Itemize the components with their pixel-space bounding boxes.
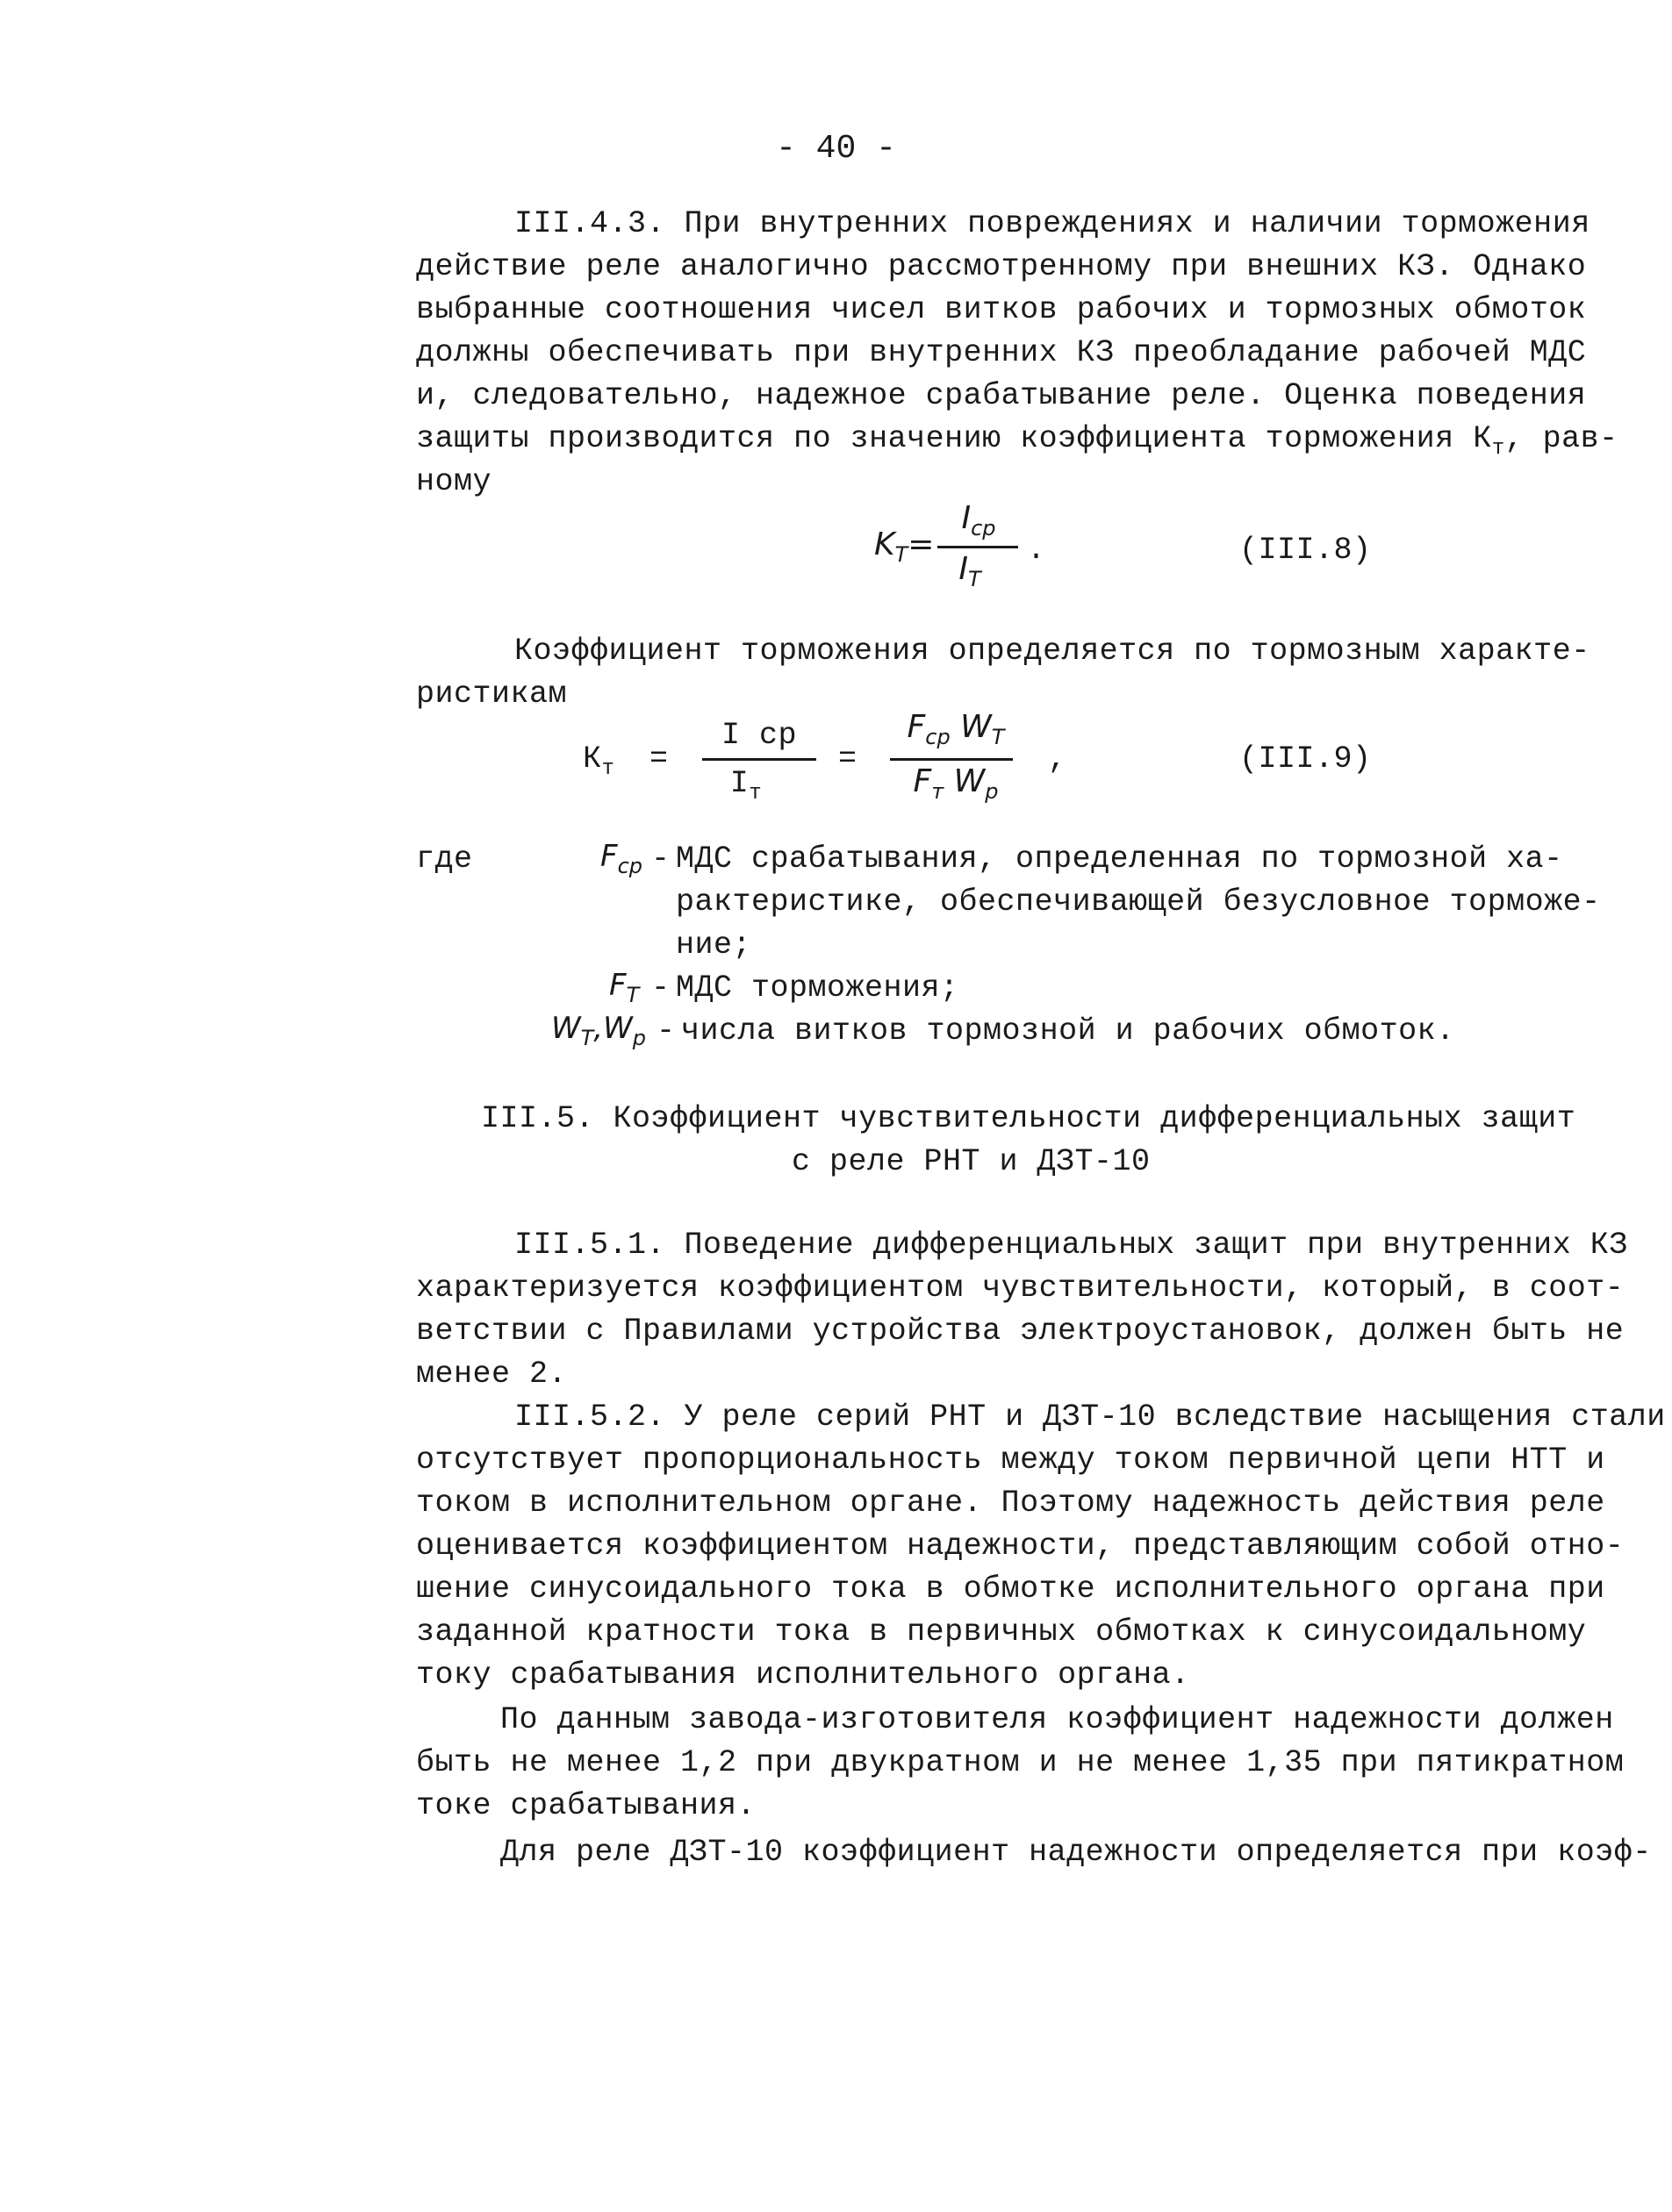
text-line: отсутствует пропорциональность между током первичной цепи НТТ и [416,1442,1605,1478]
text-line: током в исполнительном органе. Поэтому надежность действия реле [416,1485,1605,1521]
text-line: и, следовательно, надежное срабатывание реле. Оценка поведения [416,378,1587,413]
eq8-denominator: $I_T$ [958,551,981,591]
text-line: заданной кратности тока в первичных обмотках к синусоидальному [416,1614,1587,1650]
text-line: выбранные соотношения чисел витков рабочих и тормозных обмоток [416,292,1587,327]
text-line: ветствии с Правилами устройства электроустановок, должен быть не [416,1314,1625,1349]
text-line: III.5.1. Поведение дифференциальных защит при внутренних КЗ [514,1228,1628,1263]
eq8-lhs: $K_T=$ [874,526,935,567]
where-dash: - [651,841,671,877]
text-line: III.5.2. У реле серий РНТ и ДЗТ-10 вследствие насыщения стали [514,1400,1666,1435]
text-line: характеризуется коэффициентом чувствительности, который, в соот- [416,1271,1625,1306]
eq9-equals-2: = [838,741,858,777]
text-line: ному [416,464,492,499]
eq8-dot: . [1027,533,1046,568]
where-desc-line: МДС торможения; [676,970,959,1006]
text-line: быть не менее 1,2 при двукратном и не менее 1,35 при пятикратном [416,1745,1625,1780]
eq8-fraction-bar [937,546,1018,548]
section-heading: III.5. Коэффициент чувствительности дифференциальных защит [481,1101,1576,1136]
eq9-denominator-2: $F_т$ $W_p$ [913,763,999,804]
text-line: должны обеспечивать при внутренних КЗ преобладание рабочей МДС [416,335,1587,370]
text-line: действие реле аналогично рассмотренному при внешних КЗ. Однако [416,249,1587,284]
text-line: Коэффициент торможения определяется по тормозным характе- [514,634,1590,669]
where-symbol-w: $W_T,W_p$ [551,1011,646,1050]
eq9-numerator-1: I ср [721,718,797,753]
text-line: шение синусоидального тока в обмотке исполнительного органа при [416,1571,1605,1607]
where-dash: - [651,970,671,1006]
section-heading: с реле РНТ и ДЗТ-10 [792,1144,1151,1179]
where-symbol-fcp: $F_{ср}$ [600,839,642,878]
eq9-fraction-bar-2 [890,758,1013,761]
text-line: менее 2. [416,1357,568,1392]
eq9-denominator-1: $I_т$ [729,766,763,805]
where-desc-line: числа витков тормозной и рабочих обмоток. [681,1013,1455,1049]
text-line: Для реле ДЗТ-10 коэффициент надежности определяется при коэф- [500,1835,1652,1870]
eq9-lhs: $К_т$ [583,741,615,781]
where-desc-line: МДС срабатывания, определенная по тормозной ха- [676,841,1563,877]
text-line: защиты производится по значению коэффициента торможения $К_т$, рав- [416,421,1618,461]
text-line: току срабатывания исполнительного органа. [416,1657,1190,1693]
where-symbol-ft: $F_T$ [609,968,640,1007]
eq9-equals: = [649,741,669,777]
eq9-comma: , [1048,741,1067,777]
where-dash: - [657,1013,676,1049]
where-label: где [416,841,473,877]
text-line: III.4.3. При внутренних повреждениях и наличии торможения [514,206,1590,241]
eq9-number: (III.9) [1239,741,1372,777]
text-line: токе срабатывания. [416,1788,757,1823]
text-line: По данным завода-изготовителя коэффициент надежности должен [500,1702,1614,1737]
text-line: оценивается коэффициентом надежности, представляющим собой отно- [416,1528,1625,1564]
page-number: - 40 - [776,130,896,168]
eq9-numerator-2: $F_{ср}$ $W_T$ [907,709,1005,749]
eq9-fraction-bar-1 [702,758,816,761]
eq8-numerator: $I_{cp}$ [961,500,996,540]
where-desc-line: рактеристике, обеспечивающей безусловное торможе- [676,884,1601,920]
text-line: ристикам [416,676,568,712]
eq8-number: (III.8) [1239,533,1372,568]
where-desc-line: ние; [676,927,752,963]
